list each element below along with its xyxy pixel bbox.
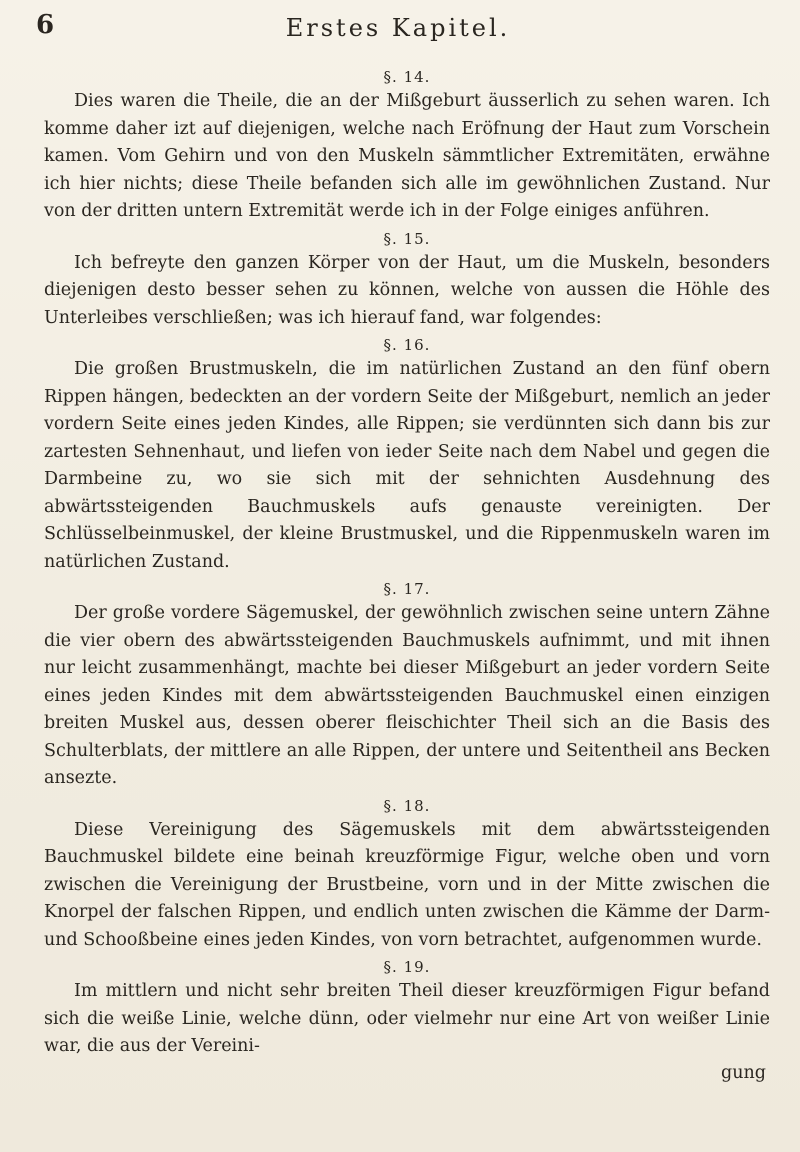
page-body <box>44 64 770 1083</box>
section-paragraph: Diese Vereinigung des Sägemuskels mit dem abwärtssteigenden Bauchmuskel bildete eine beinah kreuzförmige Figur, welche oben und vorn zwischen die Vereinigung der Brustbeine, vorn und in der Mitte zwischen die Knorpel der falschen Rippen, und endlich unten zwischen die Kämme der Darm- und Schooßbeine eines jeden Kindes, von vorn betrachtet, aufgenommen wurde. <box>44 819 770 950</box>
catchword: gung <box>721 1062 766 1083</box>
running-head: Erstes Kapitel. <box>285 14 511 42</box>
section-paragraph: Dies waren die Theile, die an der Mißgeburt äusserlich zu sehen waren. Ich komme daher izt auf diejenigen, welche nach Eröfnung der Haut zum Vorschein kamen. Vom Gehirn und von den Muskeln sämmtlicher Extremitäten, erwähne ich hier nichts; diese Theile befanden sich alle im gewöhnlichen Zustand. Nur von der dritten untern Extremität werde ich in der Folge einiges anführen. <box>44 91 770 221</box>
section-number: §. 18. <box>383 796 431 815</box>
page-header <box>36 10 760 50</box>
section-paragraph: Im mittlern und nicht sehr breiten Theil dieser kreuzförmigen Figur befand sich die weiße Linie, welche dünn, oder vielmehr nur eine Art von weißer Linie war, die aus der Vereini- <box>44 981 770 1056</box>
section-number: §. 15. <box>383 229 431 248</box>
section-paragraph: Die großen Brustmuskeln, die im natürlichen Zustand an den fünf obern Rippen hängen, bedeckten an der vordern Seite der Mißgeburt, nemlich an jeder vordern Seite eines jeden Kindes, alle Rippen; sie verdünnten sich dann bis zur zartesten Sehnenhaut, und liefen von ieder Seite nach dem Nabel und gegen die Darmbeine zu, wo sie sich mit der sehnichten Ausdehnung des abwärtssteigenden Bauchmuskels aufs genauste vereinigten. Der Schlüsselbeinmuskel, der kleine Brustmuskel, und die Rippenmuskeln waren im natürlichen Zustand. <box>44 359 770 572</box>
section-paragraph: Ich befreyte den ganzen Körper von der Haut, um die Muskeln, besonders diejenigen desto besser sehen zu können, welche von aussen die Höhle des Unterleibes verschließen; was ich hierauf fand, war folgendes: <box>44 252 770 328</box>
section-paragraph: Der große vordere Sägemuskel, der gewöhnlich zwischen seine untern Zähne die vier obern des abwärtssteigenden Bauchmuskels aufnimmt, und mit ihnen nur leicht zusammenhängt, machte bei dieser Mißgeburt an jeder vordern Seite eines jeden Kindes mit dem abwärtssteigenden Bauchmuskel einen einzigen breiten Muskel aus, dessen oberer fleischichter Theil sich an die Basis des Schulterblats, der mittlere an alle Rippen, der untere und Seitentheil ans Becken ansezte. <box>44 603 770 788</box>
section-number: §. 17. <box>383 580 431 598</box>
page-number: 6 <box>36 10 56 40</box>
section-number: §. 14. <box>383 68 431 86</box>
section-number: §. 16. <box>383 336 431 354</box>
section-number: §. 19. <box>383 958 431 976</box>
